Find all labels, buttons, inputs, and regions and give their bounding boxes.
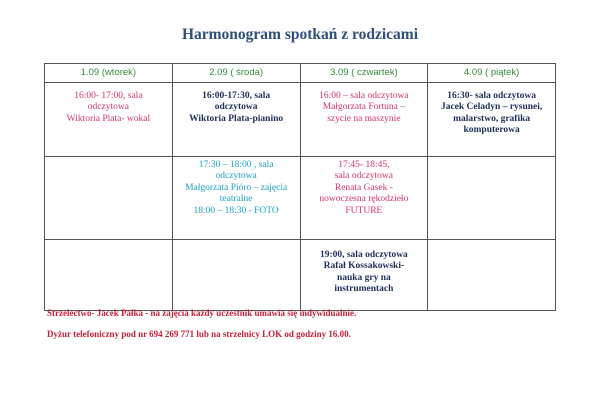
event-line: sala odczytowa	[334, 171, 394, 182]
schedule-body	[45, 82, 556, 310]
event-line: Jacek Celadyn – rysunei,	[440, 102, 543, 113]
event-line: nauka gry na	[336, 272, 391, 283]
event-line: 16:00-17:30, sala	[202, 90, 271, 101]
schedule-cell	[300, 239, 428, 310]
event-line: odczytowa	[215, 171, 257, 182]
event-line: instrumentach	[334, 284, 394, 295]
event-line: odczytowa	[87, 102, 129, 113]
header-row	[45, 64, 556, 83]
day-header: 1.09 (wtorek)	[45, 64, 173, 83]
schedule-cell	[172, 82, 300, 156]
page-title: Harmonogram spotkań z rodzicami	[181, 26, 419, 43]
event-line: Wiktoria Plata-pianino	[189, 113, 284, 124]
event-line: Wiktoria Plata- wokal	[66, 113, 151, 124]
note-shooting: Strzelectwo- Jacek Pałka - na zajęcia każdy uczestnik umawia się indywidualnie.	[47, 308, 357, 318]
event-text	[303, 250, 426, 296]
day-header: 2.09 ( środa)	[172, 64, 300, 83]
day-header: 3.09 ( czwartek)	[300, 64, 428, 83]
schedule-cell	[172, 156, 300, 239]
event-line: Renata Gasek -	[334, 182, 393, 193]
schedule-row	[45, 82, 556, 156]
event-line: 18:00 – 18:30 - FOTO	[193, 205, 279, 216]
event-text	[303, 91, 426, 126]
note-phone: Dyżur telefoniczny pod nr 694 269 771 lub na strzelnicy LOK od godziny 16.00.	[47, 329, 351, 339]
event-line: malarstwo, grafika	[453, 113, 531, 124]
schedule-row	[45, 156, 556, 239]
event-text	[47, 91, 170, 126]
event-text	[175, 91, 298, 126]
schedule-cell	[300, 82, 428, 156]
schedule-cell	[45, 156, 173, 239]
schedule-cell	[45, 82, 173, 156]
schedule-cell	[428, 239, 556, 310]
event-line: Małgorzata Fortuna –	[322, 102, 406, 113]
notes	[47, 308, 567, 350]
event-line: 17:45- 18:45,	[338, 159, 390, 170]
event-line: komputerowa	[463, 125, 520, 136]
event-line: 16:30- sala odczytowa	[447, 90, 536, 101]
event-line: FUTURE	[345, 205, 383, 216]
event-line: 17:30 – 18:00 , sala	[198, 159, 274, 170]
schedule-cell	[428, 82, 556, 156]
schedule-row	[45, 239, 556, 310]
event-line: nowoczesna rękodzieło	[319, 194, 409, 205]
event-line: 19:00, sala odczytowa	[319, 249, 408, 260]
schedule-cell	[300, 156, 428, 239]
schedule-table	[44, 63, 556, 311]
event-line: Małgorzata Pióro – zajęcia	[185, 182, 288, 193]
schedule-cell	[172, 239, 300, 310]
day-header: 4.09 ( piątek)	[428, 64, 556, 83]
event-line: teatralne	[219, 194, 253, 205]
schedule-cell	[45, 239, 173, 310]
event-text	[430, 91, 553, 137]
schedule-cell	[428, 156, 556, 239]
event-text	[175, 160, 298, 218]
event-line: 16:00- 17:00, sala	[74, 90, 143, 101]
event-line: 16:00 – sala odczytowa	[319, 90, 409, 101]
event-line: szycie na maszynie	[327, 113, 401, 124]
event-line: Rafał Kossakowski-	[323, 261, 405, 272]
event-text	[303, 160, 426, 218]
event-line: odczytowa	[214, 102, 258, 113]
